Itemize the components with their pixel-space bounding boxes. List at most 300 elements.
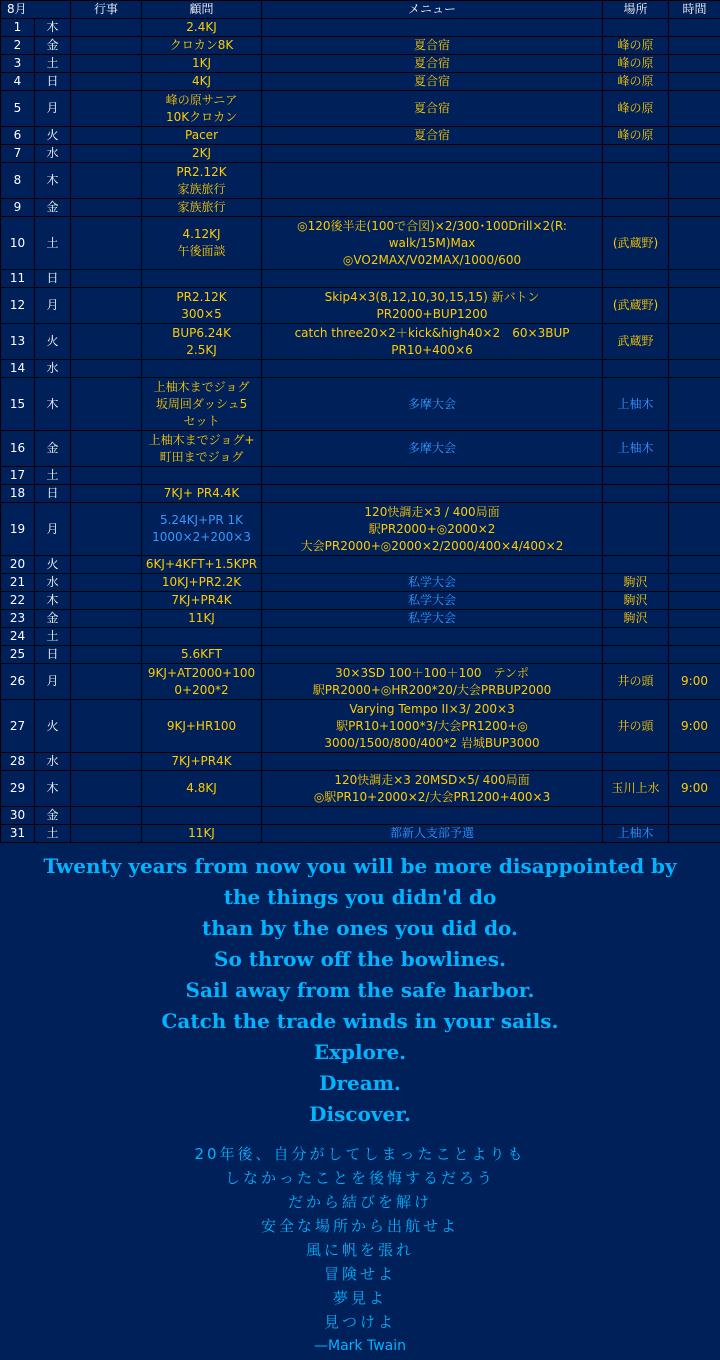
place-cell [603,807,669,825]
table-row [1,360,720,378]
time-cell [669,55,720,73]
advisor-cell [142,270,262,288]
place-cell: 井の頭 [603,700,669,753]
place-cell: (武蔵野) [603,288,669,324]
day-cell: 2 [1,37,35,55]
cell-line: 午後面談 [177,244,226,258]
advisor-cell [142,771,262,807]
event-cell [71,19,142,37]
place-cell [603,19,669,37]
time-cell [669,199,720,217]
menu-cell [262,37,603,55]
cell-line: PR2000+BUP1200 [376,306,488,321]
table-row [1,503,720,556]
menu-cell [262,664,603,700]
weekday-cell: 水 [35,360,71,378]
header-advisor: 顧問 [142,1,262,19]
day-cell: 19 [1,503,35,556]
advisor-cell [142,360,262,378]
quote-line: than by the ones you did do. [201,916,519,940]
cell-line: 0+200*2 [174,682,229,697]
cell-line: 夏合宿 [414,38,451,52]
cell-line: 7KJ+ PR4.4K [163,486,240,500]
quote-line: Explore. [313,1040,407,1064]
quote-line: the things you didn'd do [223,885,497,909]
day-cell: 21 [1,574,35,592]
event-cell [71,556,142,574]
day-cell: 3 [1,55,35,73]
time-cell [669,467,720,485]
event-cell [71,199,142,217]
event-cell [71,825,142,843]
menu-cell [262,825,603,843]
advisor-cell [142,73,262,91]
table-row [1,700,720,753]
table-row [1,91,720,127]
quote-line: Discover. [309,1102,411,1126]
header-time: 時間 [669,1,720,19]
time-cell [669,378,720,431]
advisor-cell [142,19,262,37]
weekday-cell: 日 [35,73,71,91]
cell-line: 私学大会 [408,593,457,607]
event-cell [71,73,142,91]
place-cell [603,556,669,574]
menu-cell [262,771,603,807]
event-cell [71,55,142,73]
cell-line: 夏合宿 [414,101,451,115]
event-cell [71,91,142,127]
place-cell [603,503,669,556]
time-cell [669,91,720,127]
header-place: 場所 [603,1,669,19]
quote-line: だから結びを解け [287,1193,432,1211]
quote-line: Catch the trade winds in your sails. [161,1009,559,1033]
cell-line: 私学大会 [408,611,457,625]
time-cell [669,360,720,378]
weekday-cell: 金 [35,807,71,825]
table-row [1,324,720,360]
place-cell: 駒沢 [603,592,669,610]
time-cell [669,324,720,360]
menu-cell [262,19,603,37]
cell-line: PR2.12K [176,164,227,179]
event-cell [71,127,142,145]
cell-line: 120快調走×3 / 400局面 [364,504,500,519]
time-cell [669,592,720,610]
event-cell [71,324,142,360]
place-cell: 峰の原 [603,73,669,91]
day-cell: 15 [1,378,35,431]
quote-line: Twenty years from now you will be more disappointed by [43,854,677,878]
cell-line: 家族旅行 [177,200,226,214]
event-cell [71,485,142,503]
menu-cell [262,700,603,753]
time-cell [669,73,720,91]
cell-line: 9KJ+HR100 [166,718,237,733]
weekday-cell: 木 [35,163,71,199]
menu-cell [262,628,603,646]
table-row [1,825,720,843]
event-cell [71,217,142,270]
day-cell: 14 [1,360,35,378]
day-cell: 10 [1,217,35,270]
time-cell [669,37,720,55]
day-cell: 4 [1,73,35,91]
place-cell: 駒沢 [603,574,669,592]
event-cell [71,646,142,664]
menu-cell [262,55,603,73]
advisor-cell [142,324,262,360]
cell-line: 多摩大会 [408,396,457,411]
event-cell [71,574,142,592]
weekday-cell: 火 [35,556,71,574]
table-row [1,646,720,664]
cell-line: 2.5KJ [186,342,217,357]
advisor-cell [142,91,262,127]
cell-line: 夏合宿 [414,74,451,88]
menu-cell [262,610,603,628]
time-cell [669,574,720,592]
day-cell: 22 [1,592,35,610]
day-cell: 12 [1,288,35,324]
cell-line: 2.4KJ [186,20,217,34]
table-row [1,467,720,485]
advisor-cell [142,700,262,753]
cell-line: 私学大会 [408,575,457,589]
table-row [1,127,720,145]
place-cell: (武蔵野) [603,217,669,270]
weekday-cell: 木 [35,378,71,431]
cell-line: 9KJ+AT2000+100 [147,665,256,680]
event-cell [71,753,142,771]
cell-line: 120快調走×3 20MSD×5/ 400局面 [334,772,530,787]
event-cell [71,288,142,324]
day-cell: 23 [1,610,35,628]
cell-line: Varying Tempo II×3/ 200×3 [349,701,515,716]
quote-author: —Mark Twain [314,1338,406,1354]
cell-line: 3000/1500/800/400*2 岩城BUP3000 [324,735,540,750]
cell-line: クロカン8K [169,38,234,52]
advisor-cell [142,127,262,145]
table-row [1,485,720,503]
table-row [1,73,720,91]
cell-line: 30×3SD 100＋100＋100 テンポ [335,665,529,680]
menu-cell [262,646,603,664]
event-cell [71,163,142,199]
advisor-cell [142,753,262,771]
place-cell [603,485,669,503]
weekday-cell: 火 [35,127,71,145]
cell-line: 5.24KJ+PR 1K [159,513,244,527]
weekday-cell: 水 [35,574,71,592]
day-cell: 18 [1,485,35,503]
table-row [1,807,720,825]
cell-line: 上柚木までジョグ [153,379,250,394]
cell-line: 家族旅行 [177,181,226,196]
place-cell: 峰の原 [603,37,669,55]
time-cell [669,825,720,843]
time-cell [669,556,720,574]
weekday-cell: 月 [35,664,71,700]
place-cell: 上柚木 [603,825,669,843]
weekday-cell: 金 [35,37,71,55]
advisor-cell [142,556,262,574]
weekday-cell: 月 [35,288,71,324]
event-cell [71,503,142,556]
quote-line: 夢見よ [332,1289,387,1307]
day-cell: 30 [1,807,35,825]
quote-line: 冒険せよ [323,1265,396,1283]
advisor-cell [142,163,262,199]
place-cell [603,145,669,163]
table-row [1,55,720,73]
advisor-cell [142,592,262,610]
quote-line: Sail away from the safe harbor. [185,978,535,1002]
advisor-cell [142,503,262,556]
menu-cell [262,556,603,574]
header-menu: メニュー [262,1,603,19]
japanese-quote [0,1142,720,1358]
advisor-cell [142,431,262,467]
event-cell [71,467,142,485]
quote-line: しなかったことを後悔するだろう [224,1169,495,1187]
advisor-cell [142,485,262,503]
menu-cell [262,324,603,360]
weekday-cell: 火 [35,324,71,360]
cell-line: 300×5 [181,306,222,321]
day-cell: 5 [1,91,35,127]
event-cell [71,807,142,825]
cell-line: 2KJ [191,146,212,160]
menu-cell [262,574,603,592]
time-cell [669,288,720,324]
day-cell: 13 [1,324,35,360]
advisor-cell [142,145,262,163]
advisor-cell [142,467,262,485]
weekday-cell: 月 [35,503,71,556]
event-cell [71,37,142,55]
cell-line: ◎120後半走(100で合図)×2/300･100Drill×2(R: [297,218,567,233]
advisor-cell [142,574,262,592]
cell-line: 4.8KJ [186,781,217,795]
table-row [1,19,720,37]
menu-cell [262,270,603,288]
time-cell [669,163,720,199]
day-cell: 1 [1,19,35,37]
day-cell: 24 [1,628,35,646]
day-cell: 6 [1,127,35,145]
weekday-cell: 火 [35,700,71,753]
english-quote [0,851,720,1130]
cell-line: 駅PR2000+◎2000×2 [368,521,496,536]
menu-cell [262,467,603,485]
place-cell [603,360,669,378]
weekday-cell: 日 [35,646,71,664]
table-row [1,753,720,771]
time-cell [669,127,720,145]
cell-line: 駅PR2000+◎HR200*20/大会PRBUP2000 [312,682,552,697]
event-cell [71,610,142,628]
time-cell [669,145,720,163]
place-cell [603,628,669,646]
event-cell [71,628,142,646]
cell-line: catch three20×2＋kick&high40×2 60×3BUP [294,325,570,340]
table-row [1,199,720,217]
day-cell: 26 [1,664,35,700]
weekday-cell: 木 [35,592,71,610]
time-cell [669,628,720,646]
cell-line: セット [183,413,220,428]
menu-cell [262,127,603,145]
cell-line: 5.6KFT [181,647,222,661]
menu-cell [262,807,603,825]
header-event: 行事 [71,1,142,19]
time-cell: 9:00 [669,700,720,753]
weekday-cell: 日 [35,270,71,288]
cell-line: 夏合宿 [414,128,451,142]
menu-cell [262,91,603,127]
advisor-cell [142,217,262,270]
day-cell: 29 [1,771,35,807]
menu-cell [262,485,603,503]
cell-line: 10Kクロカン [165,109,238,124]
day-cell: 27 [1,700,35,753]
time-cell [669,753,720,771]
day-cell: 7 [1,145,35,163]
cell-line: 夏合宿 [414,56,451,70]
event-cell [71,664,142,700]
cell-line: 坂周回ダッシュ5 [155,396,248,411]
cell-line: 都新人支部予選 [390,826,475,840]
cell-line: 4.12KJ [182,227,221,241]
weekday-cell: 水 [35,753,71,771]
table-row [1,610,720,628]
cell-line: 10KJ+PR2.2K [161,575,242,589]
menu-cell [262,199,603,217]
table-row [1,664,720,700]
advisor-cell [142,37,262,55]
cell-line: 6KJ+4KFT+1.5KPR [145,557,258,571]
cell-line: 多摩大会 [408,441,457,455]
time-cell [669,431,720,467]
menu-cell [262,163,603,199]
weekday-cell: 土 [35,628,71,646]
table-row [1,592,720,610]
time-cell [669,503,720,556]
time-cell: 9:00 [669,664,720,700]
table-row [1,288,720,324]
place-cell: 上柚木 [603,431,669,467]
place-cell [603,163,669,199]
weekday-cell: 金 [35,199,71,217]
time-cell [669,485,720,503]
place-cell: 上柚木 [603,378,669,431]
menu-cell [262,753,603,771]
advisor-cell [142,199,262,217]
quote-line: 安全な場所から出航せよ [260,1217,459,1235]
place-cell: 井の頭 [603,664,669,700]
cell-line: BUP6.24K [172,325,231,340]
time-cell [669,217,720,270]
cell-line: PR2.12K [176,289,227,304]
cell-line: 11KJ [188,611,215,625]
cell-line: 上柚木までジョグ+ [148,432,255,447]
weekday-cell: 金 [35,610,71,628]
place-cell [603,467,669,485]
menu-cell [262,431,603,467]
weekday-cell: 水 [35,145,71,163]
place-cell [603,199,669,217]
advisor-cell [142,664,262,700]
advisor-cell [142,288,262,324]
time-cell [669,610,720,628]
time-cell [669,807,720,825]
header-month: 8月 [1,1,71,19]
event-cell [71,360,142,378]
menu-cell [262,145,603,163]
menu-cell [262,360,603,378]
table-row [1,556,720,574]
event-cell [71,378,142,431]
menu-cell [262,592,603,610]
cell-line: ◎VO2MAX/V02MAX/1000/600 [342,252,522,267]
place-cell [603,270,669,288]
event-cell [71,270,142,288]
quote-line: Dream. [319,1071,401,1095]
event-cell [71,771,142,807]
table-row [1,37,720,55]
schedule-body [1,19,720,843]
cell-line: 峰の原サニア [165,92,238,107]
weekday-cell: 金 [35,431,71,467]
weekday-cell: 木 [35,771,71,807]
place-cell [603,753,669,771]
cell-line: 1000×2+200×3 [152,530,251,544]
weekday-cell: 木 [35,19,71,37]
quote-line: 20年後、自分がしてしまったことよりも [194,1145,526,1163]
weekday-cell: 土 [35,55,71,73]
event-cell [71,145,142,163]
advisor-cell [142,825,262,843]
advisor-cell [142,646,262,664]
advisor-cell [142,610,262,628]
menu-cell [262,378,603,431]
quote-line: 見つけよ [323,1313,396,1331]
table-row [1,771,720,807]
day-cell: 11 [1,270,35,288]
advisor-cell [142,628,262,646]
table-row [1,378,720,431]
advisor-cell [142,807,262,825]
cell-line: 7KJ+PR4K [171,754,232,768]
day-cell: 31 [1,825,35,843]
table-row [1,270,720,288]
day-cell: 28 [1,753,35,771]
weekday-cell: 日 [35,485,71,503]
cell-line: walk/15M)Max [388,235,476,250]
cell-line: Pacer [185,128,218,142]
menu-cell [262,73,603,91]
cell-line: 駅PR10+1000*3/大会PR1200+◎ [336,718,528,733]
table-row [1,145,720,163]
cell-line: PR10+400×6 [391,342,473,357]
day-cell: 9 [1,199,35,217]
menu-cell [262,288,603,324]
place-cell: 峰の原 [603,55,669,73]
menu-cell [262,217,603,270]
day-cell: 20 [1,556,35,574]
